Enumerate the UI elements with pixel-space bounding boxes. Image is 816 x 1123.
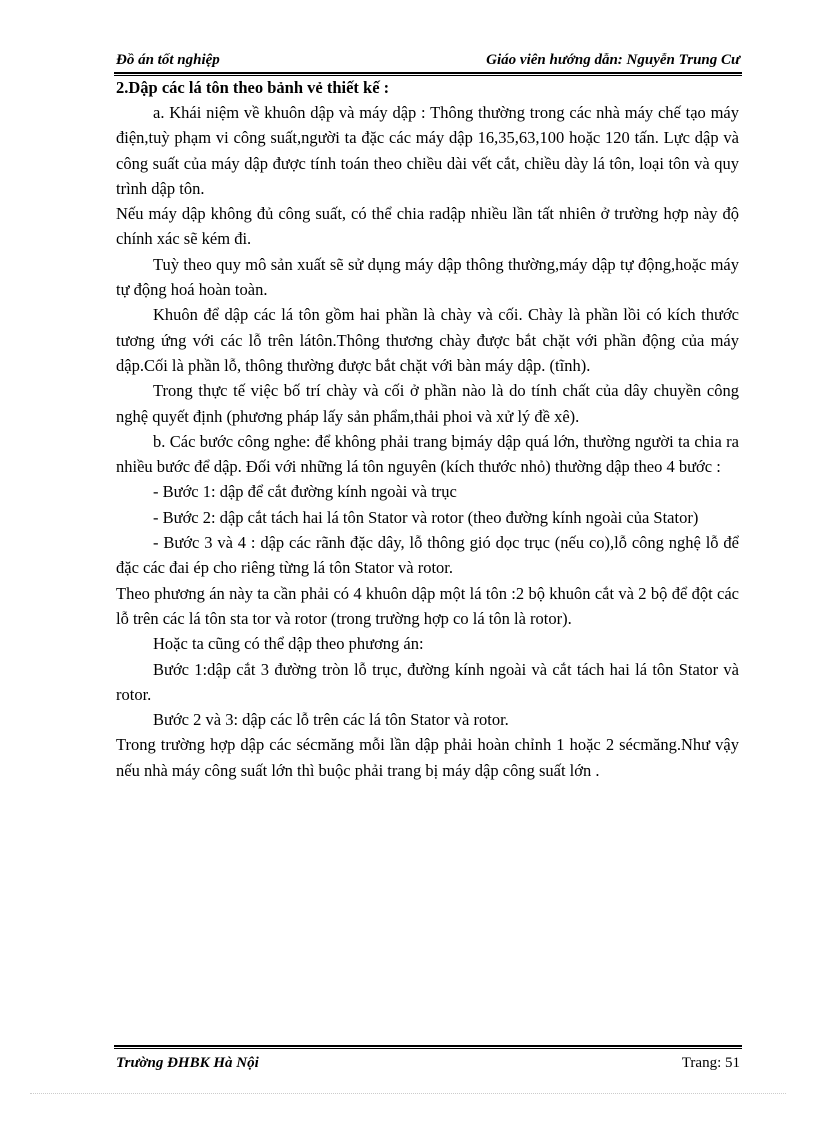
- footer-university: Trường ĐHBK Hà Nội: [116, 1055, 259, 1071]
- list-item-alt-step-1: Bước 1:dập cắt 3 đường tròn lỗ trục, đường kính ngoài và cắt tách hai lá tôn Stator và rotor.: [116, 659, 739, 704]
- header-rule: [114, 72, 742, 76]
- paragraph-capacity: Nếu máy dập không đủ công suất, có thể chia radập nhiều lần tất nhiên ở trường hợp này độ chính xác sẽ kém đi.: [116, 204, 739, 249]
- page-footer: [116, 1055, 740, 1077]
- list-item-step-1: - Bước 1: dập để cắt đường kính ngoài và trục: [153, 482, 457, 502]
- paragraph-plan-two-intro: Hoặc ta cũng có thể dập theo phương án:: [153, 634, 424, 654]
- list-item-step-2: - Bước 2: dập cắt tách hai lá tôn Stator và rotor (theo đường kính ngoài của Stator): [153, 507, 699, 527]
- paragraph-steps-intro: b. Các bước công nghe: để không phải trang bịmáy dập quá lớn, thường người ta chia ra nhiều bước để dập. Đối với những lá tôn nguyên (kích thước nhỏ) thường dập theo 4 bước :: [116, 431, 739, 477]
- section-title: 2.Dập các lá tôn theo bảnh vẻ thiết kế :: [116, 78, 390, 97]
- header-supervisor: Giáo viên hướng dẫn: Nguyễn Trung Cư: [486, 52, 740, 68]
- paragraph-die: Khuôn để dập các lá tôn gồm hai phần là chày và cối. Chày là phần lồi có kích thước tương ứng với các lỗ trên látôn.Thông thương chày được bắt chặt với phần động của máy dập.Cối là phần lỗ, thông thường được bắt chặt với bàn máy dập. (tĩnh).: [116, 305, 739, 375]
- page-number: Trang: 51: [681, 1055, 740, 1071]
- page-header: [116, 52, 740, 72]
- paragraph-plan-one: Theo phương án này ta cần phải có 4 khuôn dập một lá tôn :2 bộ khuôn cắt và 2 bộ để đột các lỗ trên các lá tôn sta tor và rotor (trong trường hợp co lá tôn là rotor).: [116, 583, 739, 628]
- footer-rule: [114, 1045, 742, 1049]
- paragraph-concept: a. Khái niệm về khuôn dập và máy dập : Thông thường trong các nhà máy chế tạo máy điện,tuỳ phạm vi công suất,người ta đặc các máy dập 16,35,63,100 hoặc 120 tấn. Lực dập và công suất của máy dập được tính toán theo chiều dài vết cắt, chiều dày lá tôn, loại tôn và quy trình dập tôn.: [116, 103, 739, 198]
- list-item-alt-step-2-3: Bước 2 và 3: dập các lỗ trên các lá tôn Stator và rotor.: [153, 710, 509, 730]
- paragraph-scale: Tuỳ theo quy mô sản xuất sẽ sử dụng máy dập thông thường,máy dập tự động,hoặc máy tự động hoá hoàn toàn.: [116, 254, 739, 300]
- page-bottom-dotted-line: [30, 1093, 786, 1094]
- page-body: [116, 77, 739, 783]
- list-item-step-3-4: - Bước 3 và 4 : dập các rãnh đặc dây, lỗ thông gió dọc trục (nếu co),lỗ công nghệ lỗ để đặc các đai ép cho riêng từng lá tôn Stator và rotor.: [116, 533, 739, 578]
- paragraph-arrangement: Trong thực tế việc bố trí chày và cối ở phần nào là do tính chất của dây chuyền công nghệ quyết định (phương pháp lấy sản phẩm,thải phoi và xử lý đề xê).: [116, 381, 739, 426]
- paragraph-segments: Trong trường hợp dập các sécmăng mỗi lần dập phải hoàn chỉnh 1 hoặc 2 sécmăng.Như vậy nếu nhà máy công suất lớn thì buộc phải trang bị máy dập công suất lớn .: [116, 735, 739, 780]
- header-project-title: Đồ án tốt nghiệp: [116, 52, 220, 68]
